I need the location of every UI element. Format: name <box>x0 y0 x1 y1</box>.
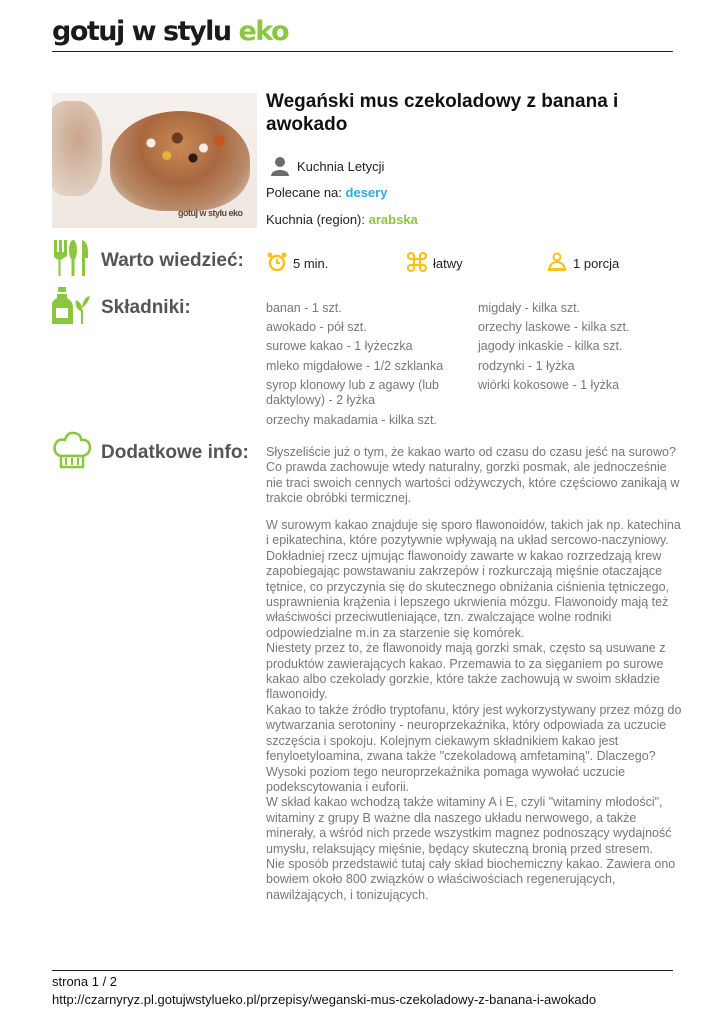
difficulty: łatwy <box>433 256 463 271</box>
servings: 1 porcja <box>573 256 620 271</box>
photo-watermark: gotuj w stylu eko <box>178 208 243 218</box>
region-line <box>266 212 418 227</box>
page-number: strona 1 / 2 <box>52 974 118 989</box>
ingredient-item: wiórki kokosowe - 1 łyżka <box>478 378 620 392</box>
region-label: Kuchnia (region): <box>266 212 365 227</box>
cutlery-icon <box>52 238 92 278</box>
recipe-title: Wegański mus czekoladowy z banana i awokado <box>266 91 619 135</box>
region-link[interactable]: arabska <box>368 212 418 227</box>
photo-glass-left <box>52 101 102 196</box>
good-to-know-title: Warto wiedzieć: <box>101 250 244 271</box>
ingredient-item: jagody inkaskie - kilka szt. <box>478 339 623 353</box>
ingredient-item: rodzynki - 1 łyżka <box>478 359 575 373</box>
ingredient-item: banan - 1 szt. <box>266 301 342 315</box>
footer-divider <box>52 970 673 971</box>
ingredient-item: syrop klonowy lub z agawy (lub daktylowy) - 2 łyżka <box>266 378 439 407</box>
ingredient-item: orzechy laskowe - kilka szt. <box>478 320 630 334</box>
ingredient-item: surowe kakao - 1 łyżeczka <box>266 339 413 353</box>
bottle-leaf-icon <box>52 286 92 326</box>
ingredient-item: migdały - kilka szt. <box>478 301 581 315</box>
extra-info-title: Dodatkowe info: <box>101 442 249 463</box>
recommended-line <box>266 185 387 200</box>
prep-time: 5 min. <box>293 256 329 271</box>
alarm-clock-icon <box>266 251 288 273</box>
ingredient-item: awokado - pół szt. <box>266 320 367 334</box>
servings-icon <box>546 251 568 273</box>
ingredient-item: mleko migdałowe - 1/2 szklanka <box>266 359 444 373</box>
chef-hat-icon <box>52 430 92 470</box>
recipe-photo <box>52 93 257 228</box>
extra-info-paragraph: W surowym kakao znajduje się sporo flawonoidów, takich jak np. katechina i epikatechina, które pozytywnie wpływają na układ sercowo-naczyniowy. Dokładniej rzecz ujmując flawonoidy zawarte w kakao rozrzedzają krew zapobiegając powstawaniu zakrzepów i rozkurczają mięśnie otaczające tętnice, co przyczynia się do skutecznego obniżania ciśnienia tętniczego, usprawnienia krążenia i lepszego ukrwienia mózgu. Flawonoidy mają też właściwości przeciwutleniające, tzn. zwalczające wolne rodniki odpowiedzialne m.in za starzenie się komórek. Niestety przez to, że flawonoidy mają gorzki smak, często są usuwane z produktów zawierających kakao. Przemawia to za sięganiem po surowe kakao albo czekolady gorzkie, które także zachowują w swoim składzie flawonoidy. Kakao to także źródło tryptofanu, który jest wykorzystywany przez mózg do wytwarzania serotoniny - neuroprzekaźnika, który odpowiada za uczucie szczęścia i spokoju. Kolejnym ciekawym składnikiem kakao jest fenyloetyloamina, zwana także "czekoladową amfetaminą". Dlaczego? Wysoki poziom tego neuroprzekaźnika pomaga wywołać uczucie podekscytowania i euforii. W skład kakao wchodzą także witaminy A i E, czyli "witaminy młodości", witaminy z grupy B ważne dla naszego układu nerwowego, a także minerały, a wśród nich przede wszystkim magnez podnoszący wydajność umysłu, relaksujący mięśnie, będący skuteczną bronią przed stresem. Nie sposób przedstawić tutaj cały skład biochemiczny kakao. Zawiera ono bowiem około 800 związków o właściwościach regenerujących, nawilżających, i tonizujących. <box>266 518 682 902</box>
photo-toppings <box>130 123 235 173</box>
ingredient-item: orzechy makadamia - kilka szt. <box>266 413 437 427</box>
recommended-link[interactable]: desery <box>345 185 388 200</box>
site-logo[interactable] <box>52 16 288 47</box>
header-divider <box>52 51 673 52</box>
extra-info-paragraph: Słyszeliście już o tym, że kakao warto od czasu do czasu jeść na surowo? Co prawda zachowuje wtedy naturalny, gorzki posmak, ale jednocześnie nie traci swoich cennych wartości odżywczych, które częściowo zanikają w trakcie obróbki termicznej. <box>266 445 683 506</box>
command-key-icon <box>406 251 428 273</box>
author-name[interactable]: Kuchnia Letycji <box>297 159 385 174</box>
recommended-label: Polecane na: <box>266 185 342 200</box>
ingredients-title: Składniki: <box>101 297 191 318</box>
page-url[interactable]: http://czarnyryz.pl.gotujwstylueko.pl/przepisy/weganski-mus-czekoladowy-z-banana-i-awokado <box>52 992 597 1007</box>
person-icon <box>270 156 290 176</box>
logo-text: gotuj w stylu <box>52 16 239 47</box>
logo-accent-text: eko <box>238 16 289 47</box>
